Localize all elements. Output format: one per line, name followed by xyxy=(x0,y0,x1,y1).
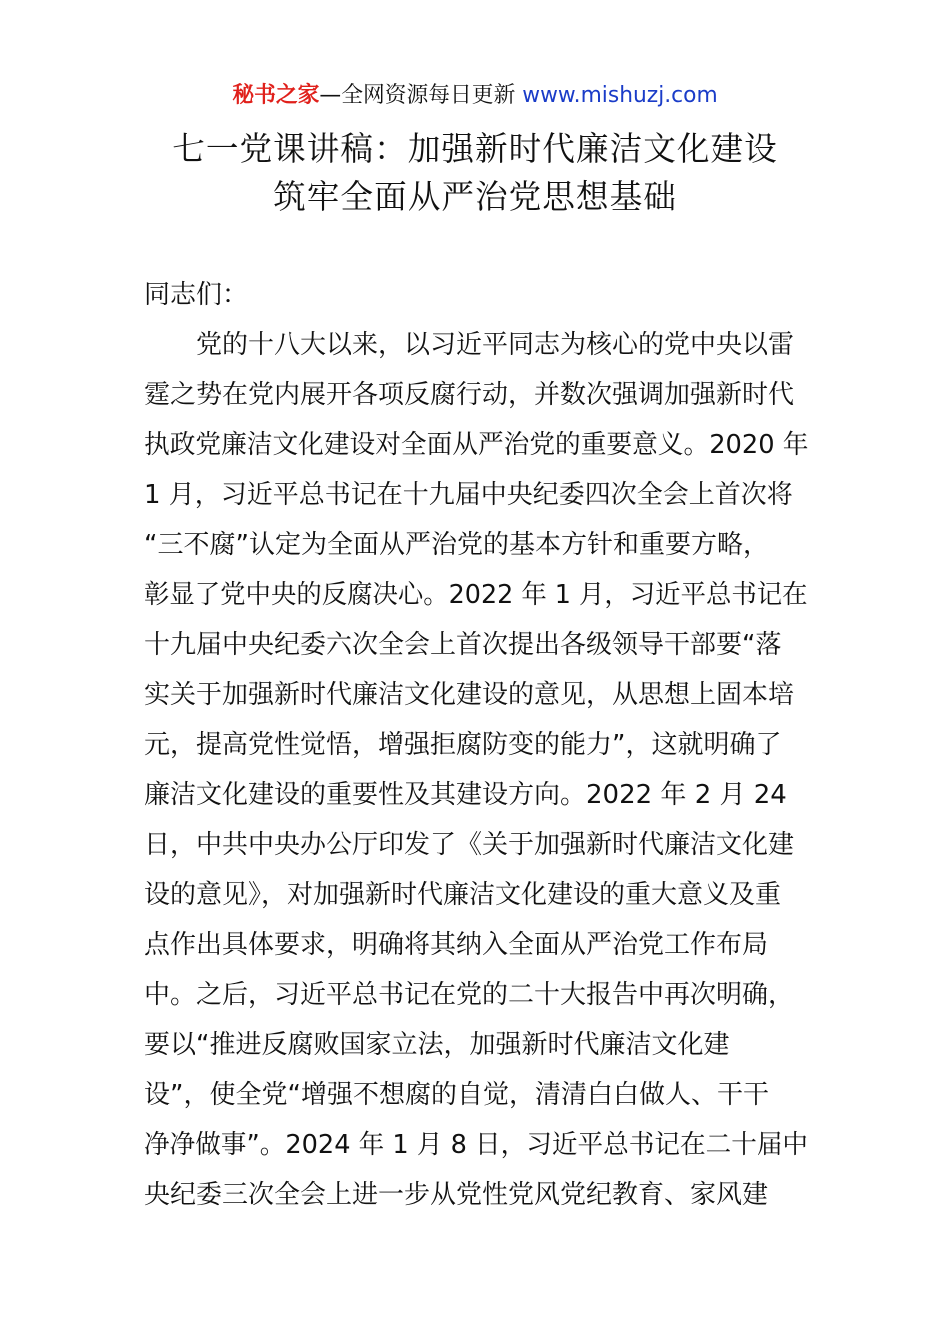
site-header xyxy=(5,80,945,112)
body-line: 元，提高党性觉悟，增强拒腐防变的能力”，这就明确了 xyxy=(144,730,782,760)
body-line: 十九届中央纪委六次全会上首次提出各级领导干部要“落 xyxy=(144,630,782,660)
body-line: 中。之后，习近平总书记在党的二十大报告中再次明确， xyxy=(144,980,795,1010)
site-url-link[interactable]: www.mishuzj.com xyxy=(522,83,718,108)
document-title-line-2: 筑牢全面从严治党思想基础 xyxy=(273,177,677,216)
document-title-line-1: 七一党课讲稿：加强新时代廉洁文化建设 xyxy=(172,129,778,168)
body-line: 执政党廉洁文化建设对全面从严治党的重要意义。2020 年 xyxy=(144,430,809,460)
body-line: 廉洁文化建设的重要性及其建设方向。2022 年 2 月 24 xyxy=(144,780,787,810)
body-line: 彰显了党中央的反腐决心。2022 年 1 月，习近平总书记在 xyxy=(144,580,808,610)
salutation: 同志们： xyxy=(144,280,249,310)
body-line: 党的十八大以来，以习近平同志为核心的党中央以雷 xyxy=(144,330,795,360)
brand-name: 秘书之家 xyxy=(232,83,320,108)
body-line: “三不腐”认定为全面从严治党的基本方针和重要方略， xyxy=(144,530,769,560)
body-line: 日，中共中央办公厅印发了《关于加强新时代廉洁文化建 xyxy=(144,830,795,860)
body-line: 设”，使全党“增强不想腐的自觉，清清白白做人、干干 xyxy=(144,1080,769,1110)
header-tagline: —全网资源每日更新 xyxy=(319,83,523,108)
body-line: 设的意见》，对加强新时代廉洁文化建设的重大意义及重 xyxy=(144,880,782,910)
body-line: 实关于加强新时代廉洁文化建设的意见，从思想上固本培 xyxy=(144,680,795,710)
body-line: 1 月，习近平总书记在十九届中央纪委四次全会上首次将 xyxy=(144,480,793,510)
body-line: 净净做事”。2024 年 1 月 8 日，习近平总书记在二十届中 xyxy=(144,1130,809,1160)
body-line: 央纪委三次全会上进一步从党性党风党纪教育、家风建 xyxy=(144,1180,769,1210)
body-line: 霆之势在党内展开各项反腐行动，并数次强调加强新时代 xyxy=(144,380,795,410)
body-line: 要以“推进反腐败国家立法，加强新时代廉洁文化建 xyxy=(144,1030,730,1060)
body-line: 点作出具体要求，明确将其纳入全面从严治党工作布局 xyxy=(144,930,769,960)
